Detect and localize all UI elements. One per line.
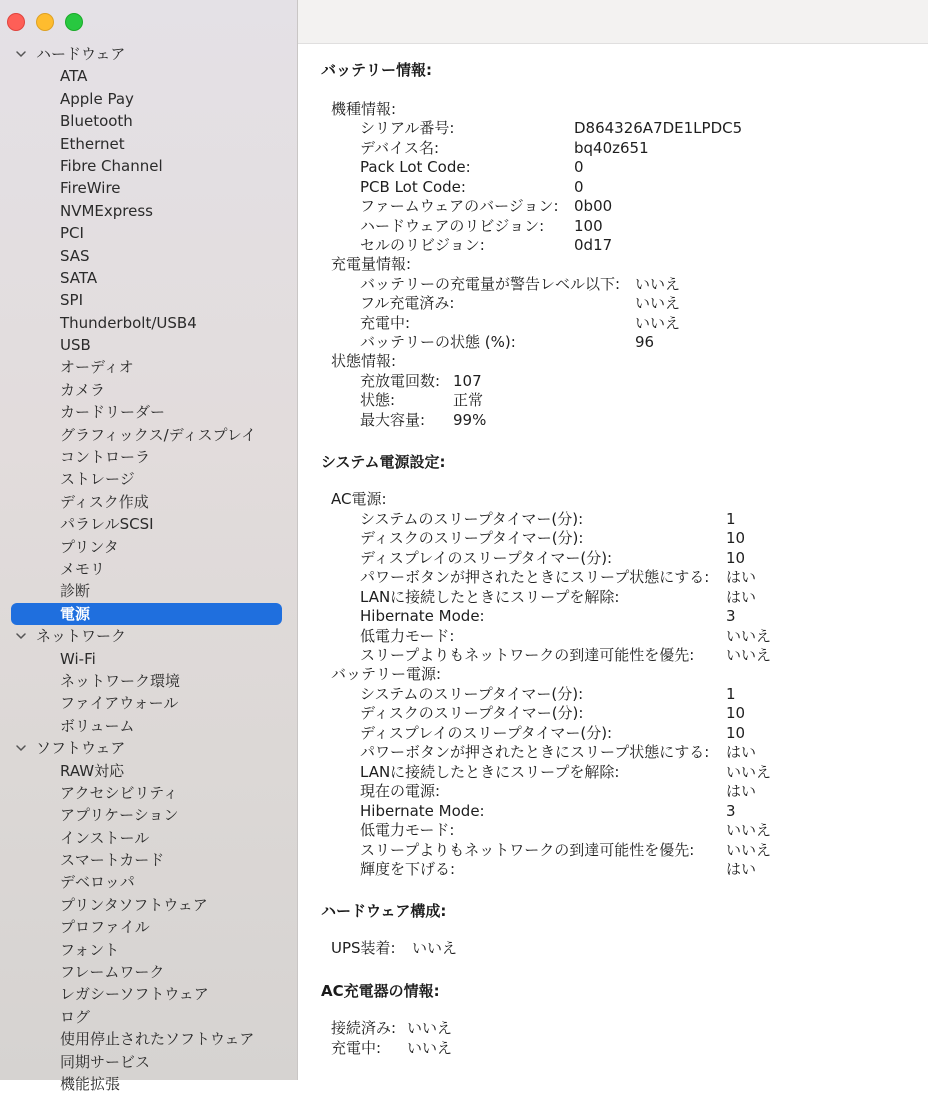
info-value: いいえ [635, 294, 681, 312]
info-value: いいえ [407, 1038, 453, 1057]
info-row [321, 588, 921, 607]
sidebar-item-label: フォント [60, 940, 120, 959]
sidebar-item-label: Ethernet [60, 134, 125, 153]
sidebar-group-network[interactable] [0, 625, 297, 647]
sidebar-item-frameworks[interactable] [0, 961, 297, 983]
info-row [321, 646, 921, 665]
sidebar-item-label: スマートカード [60, 851, 165, 870]
info-value: いいえ [407, 1019, 453, 1037]
info-value: いいえ [726, 626, 772, 645]
info-key: ハードウェアのリビジョン: [360, 216, 545, 235]
section-title-hardware-config: ハードウェア構成: [321, 902, 447, 920]
info-row [321, 704, 921, 723]
info-key: 充電中: [331, 1038, 382, 1057]
info-value: 96 [635, 333, 655, 351]
info-key: 充電中: [360, 313, 411, 332]
info-value: 3 [726, 801, 736, 820]
sidebar-item-locations[interactable] [0, 670, 297, 692]
info-key: システムのスリープタイマー(分): [360, 509, 584, 528]
info-row [321, 549, 921, 568]
info-value: いいえ [726, 821, 772, 839]
info-value: 10 [726, 529, 746, 547]
info-key: ディスプレイのスリープタイマー(分): [360, 548, 613, 567]
sidebar-item-disc-burning[interactable] [0, 491, 297, 513]
sidebar-item-label: カードリーダー [60, 403, 166, 422]
info-value: いいえ [635, 274, 681, 293]
sidebar-item-label: USB [60, 336, 91, 355]
sidebar-group-label: ハードウェア [36, 45, 126, 63]
info-row [321, 294, 921, 313]
info-row [321, 217, 921, 236]
info-key: 現在の電源: [360, 782, 441, 800]
info-value: 正常 [453, 391, 484, 409]
sidebar-group-software[interactable] [0, 737, 297, 759]
info-row [321, 391, 921, 410]
sidebar-item-label: フレームワーク [60, 963, 165, 982]
info-row [321, 782, 921, 801]
sidebar-item-developer[interactable] [0, 871, 297, 893]
sidebar-item-bluetooth[interactable] [0, 110, 297, 132]
sidebar-item-power[interactable] [0, 603, 297, 625]
sidebar-item-label: SAS [60, 246, 90, 265]
sidebar-item-ata[interactable] [0, 65, 297, 87]
info-value: 10 [726, 723, 746, 742]
sidebar-item-spi[interactable] [0, 289, 297, 311]
info-key: スリープよりもネットワークの到達可能性を優先: [360, 840, 695, 859]
sidebar-item-label: Bluetooth [60, 112, 133, 131]
info-key: UPS装着: [331, 939, 396, 957]
info-key: ファームウェアのバージョン: [360, 197, 559, 215]
sidebar-item-label: ネットワーク環境 [60, 671, 181, 690]
sidebar-group-label: ネットワーク [36, 627, 127, 646]
info-value: 0b00 [574, 197, 613, 215]
info-value: 10 [726, 548, 746, 567]
info-value: 10 [726, 704, 746, 722]
info-key: デバイス名: [360, 138, 440, 157]
info-row [321, 724, 921, 743]
sidebar-item-fibre-channel[interactable] [0, 155, 297, 177]
info-key: Pack Lot Code: [360, 158, 471, 176]
sidebar-item-volumes[interactable] [0, 715, 297, 737]
sidebar-item-thunderbolt-usb4[interactable] [0, 312, 297, 334]
info-row [321, 860, 921, 879]
info-row [321, 802, 921, 821]
info-key: バッテリーの状態 (%): [360, 333, 516, 351]
sidebar-item-logs[interactable] [0, 1006, 297, 1028]
sidebar-item-label: レガシーソフトウェア [60, 985, 209, 1004]
sidebar-item-label: プロファイル [60, 918, 150, 937]
close-button[interactable] [7, 13, 25, 31]
sidebar-item-label: FireWire [60, 179, 121, 198]
info-value: いいえ [726, 840, 772, 859]
info-row [321, 275, 921, 294]
info-value: bq40z651 [574, 138, 649, 157]
info-value: 1 [726, 509, 736, 528]
sidebar-item-accessibility[interactable] [0, 782, 297, 804]
sidebar-item-label: 電源 [60, 604, 91, 623]
info-value: 99% [453, 410, 487, 429]
sidebar-item-fonts[interactable] [0, 939, 297, 961]
info-key: パワーボタンが押されたときにスリープ状態にする: [360, 568, 710, 586]
section-title-battery-info: バッテリー情報: [321, 61, 432, 79]
sidebar-item-printer-software[interactable] [0, 894, 297, 916]
sidebar-item-usb[interactable] [0, 334, 297, 356]
detail-pane [298, 0, 928, 1080]
sidebar-item-sync-services[interactable] [0, 1051, 297, 1073]
info-key: シリアル番号: [360, 119, 455, 137]
info-value: 0 [574, 158, 584, 176]
info-value: いいえ [412, 939, 458, 957]
info-value: 1 [726, 684, 736, 703]
sidebar-group-hardware[interactable] [0, 43, 297, 65]
group-header-ac-power: AC電源: [331, 490, 387, 508]
info-row [321, 529, 921, 548]
section-title-ac-charger: AC充電器の情報: [321, 982, 440, 1000]
sidebar-item-firewall[interactable] [0, 692, 297, 714]
sidebar-item-sas[interactable] [0, 245, 297, 267]
sidebar-item-label: ログ [60, 1007, 91, 1026]
zoom-button[interactable] [65, 13, 83, 31]
info-key: PCB Lot Code: [360, 177, 466, 196]
info-value: いいえ [726, 646, 772, 664]
sidebar-item-label: インストール [60, 828, 150, 847]
info-key: 接続済み: [331, 1019, 397, 1037]
info-key: パワーボタンが押されたときにスリープ状態にする: [360, 743, 710, 761]
info-row [321, 1039, 921, 1058]
sidebar-item-label: NVMExpress [60, 201, 153, 220]
info-value: いいえ [635, 313, 681, 332]
info-key: フル充電済み: [360, 294, 455, 312]
sidebar-item-label: Apple Pay [60, 89, 134, 108]
window-controls [7, 13, 83, 31]
sidebar-item-raw-support[interactable] [0, 760, 297, 782]
info-key: 最大容量: [360, 410, 426, 429]
group-header-health: 状態情報: [331, 352, 397, 370]
sidebar-item-audio[interactable] [0, 356, 297, 378]
sidebar-item-graphics-displays[interactable] [0, 424, 297, 446]
info-row [321, 568, 921, 587]
sidebar-item-label: Thunderbolt/USB4 [60, 313, 197, 332]
sidebar-group-label: ソフトウェア [36, 739, 126, 758]
info-row [321, 197, 921, 216]
sidebar-item-label: ストレージ [60, 470, 135, 489]
info-value: いいえ [726, 762, 772, 781]
info-row [321, 158, 921, 177]
chevron-down-icon[interactable] [16, 744, 26, 752]
info-value: 0 [574, 177, 584, 196]
info-value: 0d17 [574, 236, 613, 254]
info-row [321, 510, 921, 529]
info-row [321, 685, 921, 704]
info-row [321, 841, 921, 860]
sidebar-item-label: コントローラ [60, 448, 151, 467]
sidebar-item-storage[interactable] [0, 468, 297, 490]
sidebar-item-label: ディスク作成 [60, 492, 149, 511]
info-row [321, 743, 921, 762]
selection-highlight [11, 603, 282, 625]
group-header-charge: 充電量情報: [331, 255, 412, 273]
sidebar-item-legacy-software[interactable] [0, 983, 297, 1005]
info-row [321, 939, 921, 958]
sidebar-item-label: SATA [60, 268, 98, 287]
info-value: 3 [726, 607, 736, 625]
sidebar-item-nvmexpress[interactable] [0, 200, 297, 222]
info-key: バッテリーの充電量が警告レベル以下: [360, 274, 621, 293]
info-key: 低電力モード: [360, 626, 455, 645]
sidebar-item-label: 機能拡張 [60, 1074, 121, 1093]
sidebar-item-pci[interactable] [0, 222, 297, 244]
sidebar-item-label: 同期サービス [60, 1052, 151, 1071]
sidebar-item-label: カメラ [60, 380, 106, 399]
sidebar-item-firewire[interactable] [0, 177, 297, 199]
info-key: LANに接続したときにスリープを解除: [360, 762, 620, 781]
info-row [321, 821, 921, 840]
sidebar-item-label: パラレルSCSI [60, 515, 154, 534]
info-value: はい [726, 587, 757, 606]
info-row [321, 119, 921, 138]
info-key: 低電力モード: [360, 821, 455, 839]
info-key: Hibernate Mode: [360, 801, 485, 820]
info-value: はい [726, 568, 757, 586]
info-row [321, 333, 921, 352]
sidebar-item-label: アクセシビリティ [60, 783, 179, 802]
info-value: 107 [453, 371, 482, 390]
sidebar-item-label: RAW対応 [60, 761, 125, 780]
sidebar-item-printers[interactable] [0, 536, 297, 558]
info-row [321, 627, 921, 646]
minimize-button[interactable] [36, 13, 54, 31]
info-key: スリープよりもネットワークの到達可能性を優先: [360, 646, 695, 664]
sidebar-item-installations[interactable] [0, 827, 297, 849]
sidebar-item-label: メモリ [60, 559, 106, 578]
sidebar-item-label: プリンタソフトウェア [60, 895, 208, 914]
sidebar-item-profiles[interactable] [0, 916, 297, 938]
sidebar-item-label: グラフィックス/ディスプレイ [60, 425, 257, 444]
info-value: はい [726, 860, 757, 878]
info-row [321, 1019, 921, 1038]
sidebar-item-disabled-software[interactable] [0, 1028, 297, 1050]
info-key: Hibernate Mode: [360, 607, 485, 625]
info-key: 充放電回数: [360, 371, 441, 390]
info-row [321, 139, 921, 158]
sidebar-item-label: ボリューム [60, 716, 135, 735]
info-key: システムのスリープタイマー(分): [360, 684, 584, 703]
sidebar-item-memory[interactable] [0, 558, 297, 580]
sidebar [0, 0, 298, 1093]
sidebar-item-sata[interactable] [0, 267, 297, 289]
section-title-power-settings: システム電源設定: [321, 453, 446, 471]
sidebar-item-label: ファイアウォール [60, 694, 179, 713]
sidebar-item-label: SPI [60, 291, 83, 310]
info-key: セルのリビジョン: [360, 236, 485, 254]
chevron-down-icon[interactable] [16, 50, 26, 58]
sidebar-item-label: 使用停止されたソフトウェア [60, 1030, 255, 1049]
info-value: 100 [574, 216, 603, 235]
info-key: ディスプレイのスリープタイマー(分): [360, 723, 613, 742]
info-key: ディスクのスリープタイマー(分): [360, 704, 584, 722]
info-key: ディスクのスリープタイマー(分): [360, 529, 584, 547]
info-row [321, 607, 921, 626]
sidebar-item-camera[interactable] [0, 379, 297, 401]
sidebar-item-label: オーディオ [60, 358, 134, 377]
info-key: 輝度を下げる: [360, 860, 456, 878]
info-row [321, 314, 921, 333]
info-key: LANに接続したときにスリープを解除: [360, 587, 620, 606]
sidebar-item-wifi[interactable] [0, 648, 297, 670]
sidebar-item-extensions[interactable] [0, 1073, 297, 1095]
sidebar-tree [0, 43, 297, 1095]
info-key: 状態: [360, 391, 396, 409]
sidebar-item-diagnostics[interactable] [0, 580, 297, 602]
sidebar-item-label: アプリケーション [60, 806, 179, 825]
toolbar [298, 0, 928, 44]
chevron-down-icon[interactable] [16, 632, 26, 640]
sidebar-item-label: Fibre Channel [60, 156, 163, 175]
info-value: はい [726, 782, 757, 800]
info-value: D864326A7DE1LPDC5 [574, 119, 743, 137]
info-row [321, 178, 921, 197]
sidebar-item-controller[interactable] [0, 446, 297, 468]
sidebar-item-label: Wi-Fi [60, 649, 96, 668]
sidebar-item-label: デベロッパ [60, 873, 135, 892]
sidebar-item-smart-cards[interactable] [0, 849, 297, 871]
sidebar-item-apple-pay[interactable] [0, 88, 297, 110]
group-header-model: 機種情報: [331, 100, 397, 118]
sidebar-item-ethernet[interactable] [0, 133, 297, 155]
sidebar-item-label: 診断 [60, 582, 91, 601]
info-row [321, 372, 921, 391]
info-row [321, 236, 921, 255]
sidebar-item-parallel-scsi[interactable] [0, 513, 297, 535]
group-header-battery-power: バッテリー電源: [331, 665, 442, 683]
info-value: はい [726, 743, 757, 761]
sidebar-item-label: PCI [60, 224, 84, 243]
info-row [321, 763, 921, 782]
sidebar-item-card-reader[interactable] [0, 401, 297, 423]
sidebar-item-applications[interactable] [0, 804, 297, 826]
info-row [321, 411, 921, 430]
sidebar-item-label: プリンタ [60, 537, 119, 556]
sidebar-item-label: ATA [60, 67, 88, 86]
